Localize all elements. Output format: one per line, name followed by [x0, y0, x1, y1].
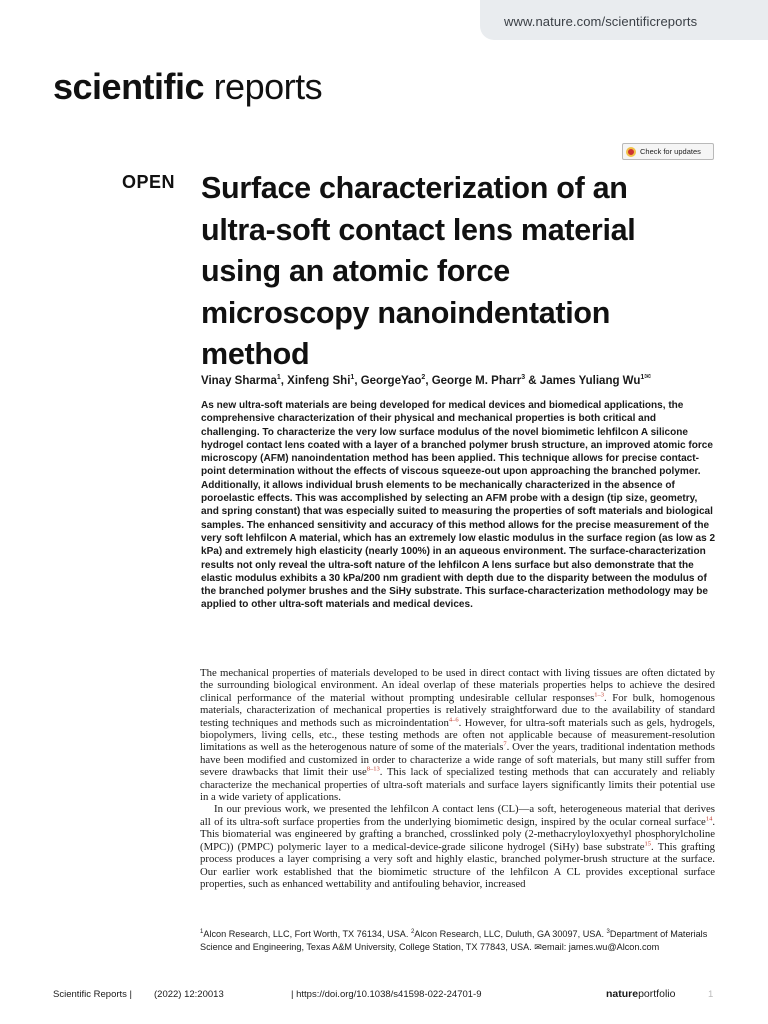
abstract: As new ultra-soft materials are being developed for medical devices and biomedical applications, the comprehensive characterization of their physical and mechanical properties is both critical and challenging. To characterize the very low surface modulus of the novel biomimetic lehfilcon A silicone hydrogel contact lens coated with a layer of a branched polymer brush structure, an improved atomic force microscopy (AFM) nanoindentation method has been applied. This technique allows for precise contact-point determination without the effects of viscous squeeze-out upon approaching the branched polymer. Additionally, it allows individual brush elements to be mechanically characterized in the absence of poroelastic effects. This was accomplished by selecting an AFM probe with a design (tip size, geometry, and spring constant) that was especially suited to measuring the properties of soft materials and biological samples. The enhanced sensitivity and accuracy of this method allows for the precise measurement of the very soft lehfilcon A material, which has an extremely low elastic modulus in the surface region (as low as 2 kPa) and extremely high elasticity (nearly 100%) in an aqueous environment. The surface-characterization results not only reveal the ultra-soft nature of the lehfilcon A lens surface but also demonstrate that the elastic modulus exhibits a 30 kPa/200 nm gradient with depth due to the disparity between the modulus of the branched polymer brushes and the SiHy substrate. This surface-characterization methodology may be applied to other ultra-soft materials and medical devices. — [201, 400, 716, 611]
author-separator: , — [425, 374, 432, 387]
author-separator: , — [354, 374, 361, 387]
author-name[interactable]: George M. Pharr — [431, 374, 522, 387]
affiliation: Department of Materials Science and Engineering, Texas A&M University, College Station, TX 77843, USA. — [200, 929, 708, 953]
author-separator: , — [280, 374, 288, 387]
crossmark-icon — [626, 147, 636, 157]
nature-portfolio-logo-bold: nature — [606, 988, 639, 1000]
nature-portfolio-logo-light: portfolio — [638, 988, 676, 1000]
body-text-run: . This biomaterial was engineered by grafting a branched, crosslinked poly (2-methacryloyloxyethyl phosphorylcholine (MPC)) (PMPC) polymeric layer to a medical-device-grade silicone hydrogel (SiHy) base substrate — [200, 815, 715, 853]
footer-volume: (2022) 12:20013 — [154, 989, 224, 1000]
affiliation-number: 3 — [606, 929, 610, 935]
body-text-run: . This grafting process produces a layer comprising a very soft and highly elastic, branched polymer-brush structure at the surface. Our earlier work established that the biomimetic structure of the lehfilcon A CL provides exceptional surface properties, such as enhanced wettability and antifouling behavior, increased — [200, 840, 715, 890]
body-text-run: The mechanical properties of materials developed to be used in direct contact with living tissues are often dictated by the surrounding biological environment. An ideal overlap of these materials properties helps to achieve the desired clinical performance of the material without prompting undesirable cellular responses — [200, 667, 715, 704]
reference-link[interactable]: 4–6 — [448, 716, 459, 724]
check-for-updates-button[interactable] — [622, 143, 714, 160]
corresponding-email[interactable]: email: james.wu@Alcon.com — [541, 942, 660, 953]
reference-link[interactable]: 8–13 — [366, 765, 380, 773]
footer-journal: Scientific Reports | — [53, 989, 133, 1000]
journal-logo-light: reports — [204, 66, 323, 107]
author-affiliation: 1 — [640, 374, 645, 381]
affiliation-number: 1 — [200, 929, 204, 935]
author-name[interactable]: Vinay Sharma — [201, 374, 277, 387]
nature-portfolio-logo — [606, 988, 675, 1000]
author-name[interactable]: GeorgeYao — [360, 374, 422, 387]
article-title: Surface characterization of an ultra-soft contact lens material using an atomic force microscopy nanoindentation method — [201, 171, 636, 371]
email-icon: ✉ — [534, 942, 542, 953]
open-access-label: OPEN — [122, 172, 176, 192]
affiliations — [200, 926, 716, 955]
journal-logo-bold: scientific — [53, 66, 205, 107]
author-affiliation: 2 — [421, 374, 426, 381]
affiliation-number: 2 — [410, 929, 415, 935]
author-separator: & — [525, 374, 540, 387]
reference-link[interactable]: 1–3 — [594, 691, 605, 699]
body-paragraph — [200, 667, 715, 803]
author-affiliation: 3 — [521, 374, 526, 381]
author-name[interactable]: James Yuliang Wu — [539, 374, 641, 387]
author-affiliation: 1 — [276, 374, 281, 381]
page-number: 1 — [708, 989, 714, 1000]
reference-link[interactable]: 7 — [503, 740, 507, 748]
author-name[interactable]: Xinfeng Shi — [287, 374, 351, 387]
body-text-run: In our previous work, we presented the lehfilcon A contact lens (CL)—a soft, heterogeneous material that derives all of its ultra-soft surface properties from the underlying biomimetic design, inspired by the ocular corneal surface — [200, 803, 715, 828]
reference-link[interactable]: 15 — [644, 840, 652, 848]
author-affiliation: 1 — [350, 374, 355, 381]
body-paragraph — [200, 803, 715, 890]
affiliation: Alcon Research, LLC, Fort Worth, TX 76134, USA. — [203, 929, 411, 940]
journal-url[interactable]: www.nature.com/scientificreports — [504, 14, 698, 29]
body-text-run: . This lack of specialized testing methods that can accurately and reliably characterize the mechanical properties of ultra-soft materials and surface layers significantly limits their potential use in a wide variety of applications. — [200, 766, 715, 804]
envelope-icon[interactable]: ✉ — [644, 372, 651, 381]
journal-logo — [53, 66, 322, 108]
affiliation: Alcon Research, LLC, Duluth, GA 30097, USA. — [414, 929, 607, 940]
footer-doi-link[interactable]: | https://doi.org/10.1038/s41598-022-24701-9 — [291, 989, 482, 1000]
reference-link[interactable]: 14 — [705, 815, 713, 823]
body-text-run: . For bulk, homogenous materials, characterization of mechanical properties is relatively straightforward due to the availability of standard testing techniques and methods such as microindentation — [200, 691, 715, 729]
check-for-updates-label: Check for updates — [640, 147, 701, 156]
body-text-run: . Over the years, traditional indentation methods have been modified and customized in order to characterize a wide range of soft materials, but many still suffer from severe drawbacks that limit their use — [200, 741, 715, 779]
body-text-run: . However, for ultra-soft materials such as gels, hydrogels, biopolymers, living cells, etc., these testing methods are often not applicable because of measurement-resolution limitations as well as the heterogenous nature of some of the materials — [200, 716, 715, 754]
page-footer — [53, 989, 716, 1005]
article-body — [200, 667, 715, 890]
author-list — [201, 372, 721, 387]
